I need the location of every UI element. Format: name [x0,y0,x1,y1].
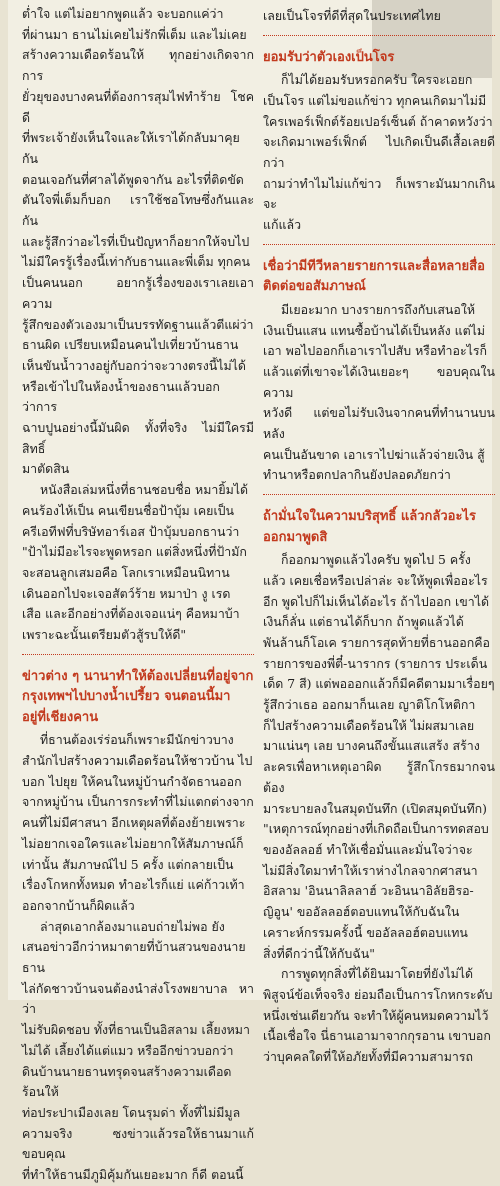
divider [22,654,254,655]
paragraph: เลยเป็นโจรที่ดีที่สุดในประเทศไทย [263,8,441,23]
question-heading: ถ้ามั่นใจในความบริสุทธิ์ แล้วกลัวอะไร ออกมาพูดสิ [263,509,476,545]
paragraph: ล่าสุดเอากล้องมาแอบถ่ายไม่พอ ยัง เสนอข่าวอีกว่าหมาตายที่บ้านสวนของนายธาน ไล่กัดชาวบ้านจนต้องนำส่งโรงพยาบาล หาว่า ไม่รับผิดชอบ ทั้งที่ธานเป็นอิสลาม เลี้ยงหมา ไม่ได้ เลี้ยงได้แต่แมว หรืออีกข่าวบอกว่า ดินบ้านนายธานทรุดจนสร้างความเดือดร้อนให้ ท่อประปาเมืองเลย โดนรุมด่า ทั้งที่ไม่มีมูล ความจริง ซงข่าวแล้วรอให้ธานมาแก้ ขอบคุณ ที่ทำให้ธานมีภูมิคุ้มกันเยอะมาก ก็ดี ตอนนี้ [22,918,254,1183]
right-column [263,6,495,1068]
magazine-page [8,0,495,1183]
paragraph: ที่ธานต้องเร่ร่อนก็เพราะมีนักข่าวบาง สำนักไปสร้างความเดือดร้อนให้ชาวบ้าน ไป บอก ไปยุย ให้คนในหมู่บ้านกำจัดธานออก จากหมู่บ้าน เป็นการกระทำที่ไม่แตกต่างจาก คนที่ไม่มีศาสนา อีกเหตุผลที่ต้องย้ายเพราะ ไม่อยากเจอใครและไม่อยากให้สัมภาษณ์ก็ เท่านั้น สัมภาษณ์ไป 5 ครั้ง แต่กลายเป็น เรื่องโกหกทั้งหมด ทำอะไรก็แย่ แค่ก้าวเท้า ออกจากบ้านก็ผิดแล้ว [22,732,254,913]
divider [263,244,495,245]
paragraph: มีเยอะมาก บางรายการถึงกับเสนอให้ เงินเป็นแสน แทนซื้อบ้านได้เป็นหลัง แต่ไม่ เอา พอไปออกก็เอาเราไปสับ หรือทำอะไรก็ แล้วแต่ที่เขาจะได้เงินเยอะๆ ขอบคุณในความ หวังดี แต่ขอไม่รับเงินจากคนที่ทำนานบนหลัง คนเป็นอันขาด เอาเราไปฆ่าแล้วจ่ายเงิน สู้ ทำนาหรือตกปลากินยังปลอดภัยกว่า [263,301,495,483]
paragraph: การพูดทุกสิ่งที่ได้ยินมาโดยที่ยังไม่ได้ พิสูจน์ข้อเท็จจริง ย่อมถือเป็นการโกหกระดับ หนึ่งเช่นเดียวกัน จะทำให้ผู้คนหมดความไว้ เนื้อเชื่อใจ นี่ธานเอามาจากกุรอาน เขาบอก ว่าบุคคลใดที่ให้อภัยทั้งที่มีความสามารถ [263,966,493,1065]
divider [263,494,495,495]
left-column [22,4,254,1186]
divider [263,35,495,36]
question-heading: ยอมรับว่าตัวเองเป็นโจร [263,49,395,65]
question-heading: ข่าวต่าง ๆ นานาทำให้ต้องเปลี่ยนที่อยู่จาก กรุงเทพฯไปบางน้ำเปรี้ยว จนตอนนี้มา อยู่ที่เชียงคาน [22,668,254,725]
question-heading: เชื่อว่ามีทีวีหลายรายการและสื่อหลายสื่อ ติดต่อขอสัมภาษณ์ [263,258,485,295]
paragraph: หนังสือเล่มหนึ่งที่ธานชอบชื่อ หมายิ้มได้ คนร้องไห้เป็น คนเขียนชื่อป้าบุ้ม เคยเป็น ครีเอทีฟที่บริษัทอาร์เอส ป้าบุ้มบอกธานว่า "ป้าไม่มีอะไรจะพูดหรอก แต่สิ่งหนึ่งที่ป้ามัก จะสอนลูกเสมอคือ โลกเราเหมือนนิทาน เดินออกไปจะเจอสัตว์ร้าย หมาป่า งู เรด เสือ และอีกอย่างที่ต้องเจอแน่ๆ คือหมาบ้า เพราะฉะนั้นเตรียมตัวสู้รบให้ดี" [22,482,249,643]
paragraph: ก็ออกมาพูดแล้วไงครับ พูดไป 5 ครั้ง แล้ว เคยเชื่อหรือเปล่าล่ะ จะให้พูดเพื่ออะไร อีก พูดไปก็ไม่เห็นได้อะไร ถ้าไปออก เขาได้ เงินก็ลั่น แต่ธานได้ก็บาก ถ้าพูดแล้วได้ พันล้านก็โอเค รายการสุดท้ายที่ธานออกคือ รายการของพี่ตี๋-นารากร (รายการ ประเด็น เด็ด 7 สี) แต่พอออกแล้วก็มีคดีตามมาเรื่อยๆ รู้สึกว่าเธอ ออกมาก็นเลย ญาติโกโหติกา ก็ไปสร้างความเดือดร้อนให้ ไม่ผสมาเลย มาแน่นๆ เลย บางคนถึงขั้นแสแสร้ง สร้าง ละครเพื่อหาเหตุเอาผิด รู้สึกโกรธมากจนต้อง มาระบายลงในสมุดบันทึก (เปิดสมุดบันทึก) "เหตุการณ์ทุกอย่างที่เกิดถือเป็นการทดสอบ ของอัลลอฮ์ ทำให้เชื่อมั่นและมั่นใจว่าจะ ไม่มีสิ่งใดมาทำให้เราห่างไกลจากศาสนา อิสลาม 'อินนาลิลลาฮ์ วะอินนาอิลัยฮิรอ- ญิอูน' ขออัลลอฮ์ตอบแทนให้กับฉันใน เคราะห์กรรมครั้งนี้ ขออัลลอฮ์ตอบแทน สิ่งที่ดีกว่านี้ให้กับฉัน" [263,552,495,961]
paragraph: ก็ไม่ได้ยอมรับหรอกครับ ใครจะเอยก เป็นโจร แต่ไม่ขอแก้ข่าว ทุกคนเกิดมาไม่มี ใครเพอร์เฟ็กต์ร้อยเปอร์เซ็นต์ ถ้าคาดหวังว่า จะเกิดมาเพอร์เฟ็กต์ ไปเกิดเป็นดีเสื้อเลยดีกว่า ถามว่าทำไมไม่แก้ข่าว ก็เพราะมันมากเกินจะ แก้แล้ว [263,72,495,233]
paragraph: ต่ำใจ แต่ไม่อยากพูดแล้ว จะบอกแค่ว่า ที่ผ่านมา ธานไม่เคยไม่รักพี่เต็ม และไม่เคย สร้างความเดือดร้อนให้ ทุกอย่างเกิดจากการ ยั่วยุของบางคนที่ต้องการสุมไฟทำร้าย โชคดี ที่พระเจ้ายังเห็นใจและให้เราได้กลับมาคุยกัน ตอนเจอกันที่ศาลได้พูดจากัน อะไรที่ติดขัด ตันใจพี่เต็มก็บอก เราใช้ชอโทษซึ่งกันและกัน และรู้สึกว่าอะไรที่เป็นปัญหาก็อยากให้จบไป ไม่มีใครรู้เรื่องนี้เท่ากับธานและพี่เต็ม ทุกคน เป็นคนนอก อยากรู้เรื่องของเราเลยเอาความ รู้สึกของตัวเองมาเป็นบรรทัดฐานแล้วตีแผ่ว่า ธานผิด เปรียบเหมือนคนไปเที่ยวบ้านธาน เห็นขันน้ำวางอยู่กับอกว่าจะวางตรงนี้ไม่ได้ หรือเข้าไปในห้องน้ำของธานแล้วบอกว่าการ ฉาบปูนอย่างนี้มันผิด ทั้งที่จริง ไม่มีใครมีสิทธิ์ มาตัดสิน [22,6,254,477]
